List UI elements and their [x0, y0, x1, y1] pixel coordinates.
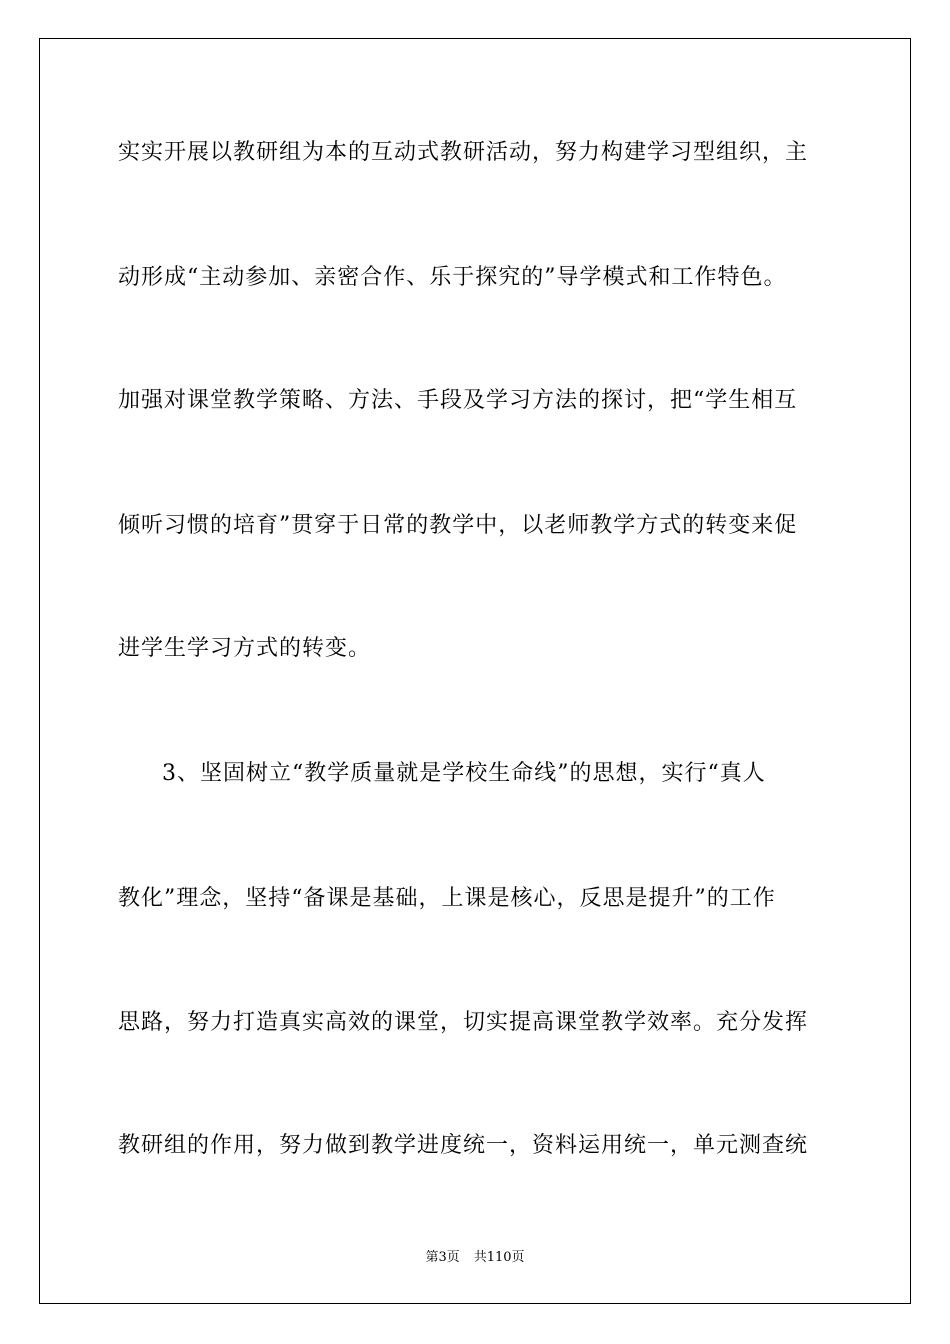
text-line-8: 思路，努力打造真实高效的课堂，切实提高课堂教学效率。充分发挥: [118, 1010, 809, 1035]
current-page-number: 第3页: [425, 1250, 460, 1265]
text-line-6: 3、坚固树立“教学质量就是学校生命线”的思想，实行“真人: [162, 761, 766, 786]
text-line-3: 加强对课堂教学策略、方法、手段及学习方法的探讨，把“学生相互: [118, 388, 798, 413]
text-line-7: 教化”理念，坚持“备课是基础，上课是核心，反思是提升”的工作: [118, 886, 776, 911]
page-frame: [39, 38, 911, 1304]
body-text: [40, 39, 910, 1303]
text-line-9: 教研组的作用，努力做到教学进度统一，资料运用统一，单元测查统: [118, 1133, 809, 1158]
page-footer: [40, 1250, 910, 1266]
text-line-2: 动形成“主动参加、亲密合作、乐于探究的”导学模式和工作特色。: [118, 265, 787, 290]
total-page-count: 共110页: [473, 1250, 525, 1265]
text-line-5: 进学生学习方式的转变。: [118, 636, 372, 661]
text-line-4: 倾听习惯的培育”贯穿于日常的教学中，以老师教学方式的转变来促: [118, 513, 798, 538]
text-line-1: 实实开展以教研组为本的互动式教研活动，努力构建学习型组织，主: [118, 140, 809, 165]
